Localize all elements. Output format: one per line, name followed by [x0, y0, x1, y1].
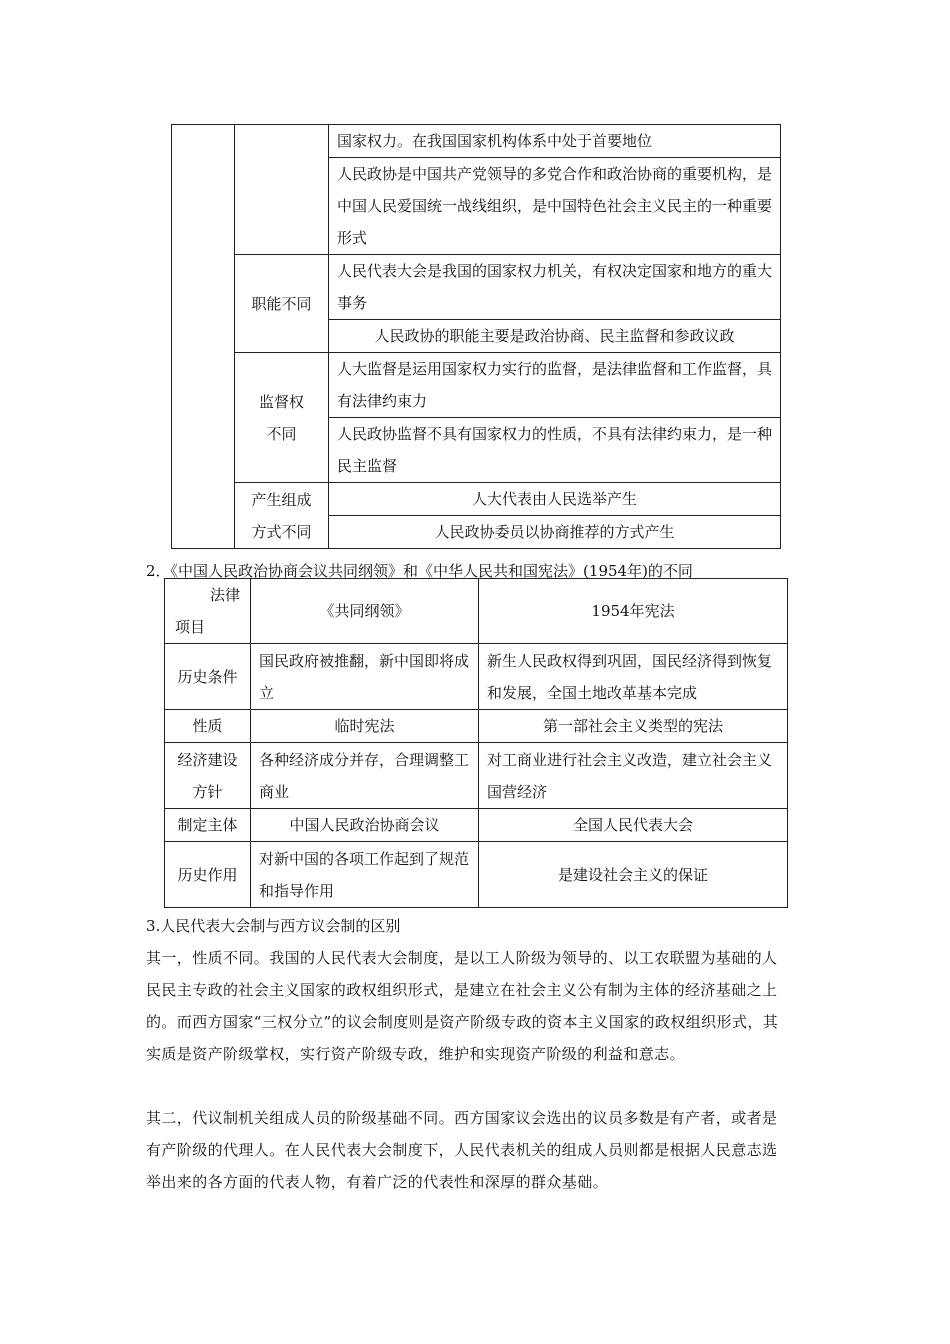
table-cell: 各种经济成分并存，合理调整工商业 — [251, 743, 479, 809]
table-cell: 人民政协委员以协商推荐的方式产生 — [329, 516, 781, 549]
table-cell: 人大监督是运用国家权力实行的监督，是法律监督和工作监督，具有法律约束力 — [329, 353, 781, 418]
row-label: 历史作用 — [165, 842, 251, 908]
label-line: 不同 — [266, 424, 297, 443]
row-label-composition — [235, 483, 329, 549]
header-law: 法律 — [209, 586, 240, 604]
table-cell: 新生人民政权得到巩固，国民经济得到恢复和发展，全国土地改革基本完成 — [479, 644, 788, 710]
table-cell: 对工商业进行社会主义改造，建立社会主义国营经济 — [479, 743, 788, 809]
table-cell: 是建设社会主义的保证 — [479, 842, 788, 908]
diagonal-header-cell — [165, 579, 251, 644]
header-item: 项目 — [175, 618, 206, 636]
row-label: 历史条件 — [165, 644, 251, 710]
paragraph: 其二，代议制机关组成人员的阶级基础不同。西方国家议会选出的议员多数是有产者，或者是有产阶级的代理人。在人民代表大会制度下，人民代表机关的组成人员则都是根据人民意志选举出来的各方面的代表人物，有着广泛的代表性和深厚的群众基础。 — [146, 1109, 778, 1191]
column-header: 《共同纲领》 — [251, 579, 479, 644]
table-cell: 国民政府被推翻，新中国即将成立 — [251, 644, 479, 710]
label-line: 产生组成 — [251, 490, 312, 509]
table-cell: 临时宪法 — [251, 710, 479, 743]
table-cell: 人民代表大会是我国的国家权力机关，有权决定国家和地方的重大事务 — [329, 255, 781, 320]
table-cell: 对新中国的各项工作起到了规范和指导作用 — [251, 842, 479, 908]
table-cell: 人民政协的职能主要是政治协商、民主监督和参政议政 — [329, 320, 781, 353]
table-cell: 人民政协监督不具有国家权力的性质，不具有法律约束力，是一种民主监督 — [329, 418, 781, 483]
sub-category-cell — [235, 125, 329, 255]
section-2-heading: 2．《中国人民政治协商会议共同纲领》和《中华人民共和国宪法》(1954年)的不同 — [146, 562, 693, 580]
label-line: 监督权 — [258, 392, 304, 411]
row-label-function: 职能不同 — [235, 255, 329, 353]
table-cell: 全国人民代表大会 — [479, 809, 788, 842]
section-3-heading: 3.人民代表大会制与西方议会制的区别 — [146, 917, 401, 935]
table-cell: 国家权力。在我国国家机构体系中处于首要地位 — [329, 125, 781, 158]
category-column-cell — [172, 125, 235, 549]
column-header: 1954年宪法 — [479, 579, 788, 644]
row-label: 制定主体 — [165, 809, 251, 842]
table-cell: 中国人民政治协商会议 — [251, 809, 479, 842]
row-label: 经济建设方针 — [165, 743, 251, 809]
program-constitution-table — [164, 578, 788, 908]
row-label-supervision — [235, 353, 329, 483]
table-cell: 第一部社会主义类型的宪法 — [479, 710, 788, 743]
row-label: 性质 — [165, 710, 251, 743]
label-line: 方式不同 — [251, 522, 312, 541]
table-cell: 人大代表由人民选举产生 — [329, 483, 781, 516]
table-cell: 人民政协是中国共产党领导的多党合作和政治协商的重要机构，是中国人民爱国统一战线组织，是中国特色社会主义民主的一种重要形式 — [329, 158, 781, 255]
npc-cppcc-comparison-table — [171, 124, 781, 549]
paragraph: 其一，性质不同。我国的人民代表大会制度，是以工人阶级为领导的、以工农联盟为基础的人民民主专政的社会主义国家的政权组织形式，是建立在社会主义公有制为主体的经济基础之上的。而西方国家“三权分立”的议会制度则是资产阶级专政的资本主义国家的政权组织形式，其实质是资产阶级掌权，实行资产阶级专政，维护和实现资产阶级的利益和意志。 — [146, 949, 779, 1063]
